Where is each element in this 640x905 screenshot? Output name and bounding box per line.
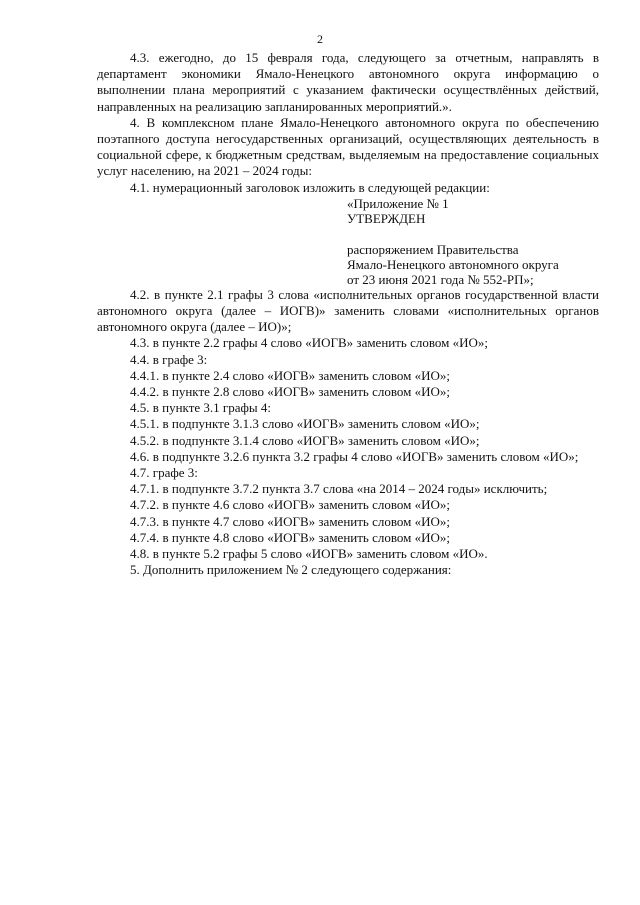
list-item: 4.3. в пункте 2.2 графы 4 слово «ИОГВ» заменить словом «ИО»; bbox=[130, 335, 489, 351]
document-body bbox=[97, 50, 599, 578]
paragraph: 4.1. нумерационный заголовок изложить в следующей редакции: bbox=[130, 179, 490, 195]
list-item: 4.5. в пункте 3.1 графы 4: bbox=[130, 400, 272, 416]
list-item: 4.7. графе 3: bbox=[130, 465, 198, 481]
list-item: 4.5.2. в подпункте 3.1.4 слово «ИОГВ» заменить словом «ИО»; bbox=[130, 432, 480, 448]
approval-line: Ямало-Ненецкого автономного округа bbox=[347, 256, 559, 272]
paragraph: 4.3. ежегодно, до 15 февраля года, следующего за отчетным, направлять в департамент экономики Ямало-Ненецкого автономного округа информацию о выполнении плана мероприятий с указанием фактически осуществлённых действий, направленных на реализацию запланированных мероприятий.». bbox=[97, 50, 599, 114]
list-item: 4.4. в графе 3: bbox=[130, 351, 208, 367]
list-item: 4.7.3. в пункте 4.7 слово «ИОГВ» заменить словом «ИО»; bbox=[130, 513, 451, 529]
paragraph: 4. В комплексном плане Ямало-Ненецкого автономного округа по обеспечению поэтапного доступа негосударственных организаций, осуществляющих деятельность в социальной сфере, к бюджетным средствам, выделяемым на предоставление социальных услуг населению, на 2021 – 2024 годы: bbox=[97, 114, 599, 179]
list-item: 4.5.1. в подпункте 3.1.3 слово «ИОГВ» заменить словом «ИО»; bbox=[130, 416, 480, 432]
approval-line: УТВЕРЖДЕН bbox=[347, 210, 426, 226]
list-item: 4.8. в пункте 5.2 графы 5 слово «ИОГВ» заменить словом «ИО». bbox=[130, 546, 488, 562]
approval-line: распоряжением Правительства bbox=[347, 241, 519, 257]
list-item: 4.4.2. в пункте 2.8 слово «ИОГВ» заменить словом «ИО»; bbox=[130, 384, 451, 400]
list-item: 4.2. в пункте 2.1 графы 3 слова «исполнительных органов государственной власти автономного округа (далее – ИОГВ)» заменить словами «исполнительных органов автономного округа (далее – ИО)»; bbox=[97, 286, 599, 335]
approval-line: «Приложение № 1 bbox=[347, 195, 449, 211]
page-number: 2 bbox=[317, 32, 323, 46]
approval-line: от 23 июня 2021 года № 552-РП»; bbox=[347, 271, 534, 287]
list-item: 5. Дополнить приложением № 2 следующего содержания: bbox=[130, 562, 452, 578]
list-item: 4.7.1. в подпункте 3.7.2 пункта 3.7 слова «на 2014 – 2024 годы» исключить; bbox=[130, 481, 548, 497]
list-item: 4.4.1. в пункте 2.4 слово «ИОГВ» заменить словом «ИО»; bbox=[130, 367, 451, 383]
list-item: 4.7.2. в пункте 4.6 слово «ИОГВ» заменить словом «ИО»; bbox=[130, 497, 451, 513]
list-item: 4.6. в подпункте 3.2.6 пункта 3.2 графы 4 слово «ИОГВ» заменить словом «ИО»; bbox=[130, 448, 579, 464]
approval-block bbox=[347, 196, 599, 287]
list-item: 4.7.4. в пункте 4.8 слово «ИОГВ» заменить словом «ИО»; bbox=[130, 529, 451, 545]
